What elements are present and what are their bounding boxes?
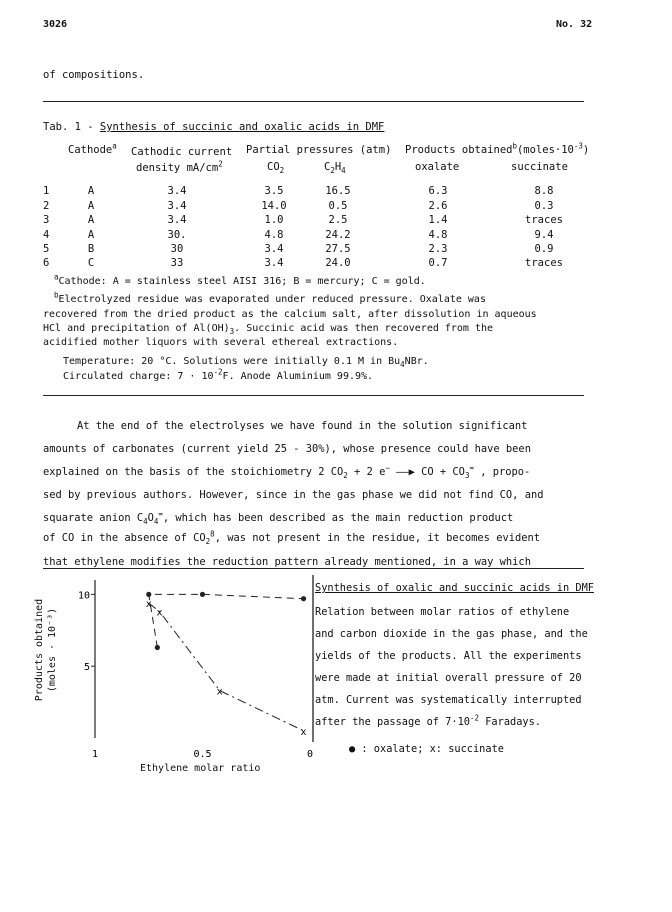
table-title: Tab. 1 - Synthesis of succinic and oxalic acids in DMF bbox=[43, 121, 385, 133]
cell-current: 3.4 bbox=[167, 185, 187, 197]
col-pressures: Partial pressures (atm) bbox=[246, 144, 392, 156]
row-number: 4 bbox=[43, 229, 50, 241]
cell-current: 30 bbox=[170, 243, 184, 255]
cell-oxalate: 4.8 bbox=[428, 229, 448, 241]
oxalate-point bbox=[301, 596, 306, 601]
paragraph-line: explained on the basis of the stoichiometry 2 $CO_2 + 2$ e− ——▶ CO + $CO_3^=$ , propo- bbox=[43, 463, 531, 481]
succinate-point: x bbox=[216, 686, 223, 698]
paragraph-line: that ethylene modifies the reduction pattern already mentioned, in a way which bbox=[43, 556, 531, 568]
cell-current: 3.4 bbox=[167, 214, 187, 226]
cell-c2h4: 27.5 bbox=[325, 243, 351, 255]
cell-c2h4: 16.5 bbox=[325, 185, 351, 197]
cell-c2h4: 24.2 bbox=[325, 229, 351, 241]
caption-line: after the passage of $7\cdot 10^{-2}$ Faradays. bbox=[315, 713, 542, 728]
note-b-line3: HCl and precipitation of $Al(OH)_3$. Succinic acid was then recovered from the bbox=[43, 323, 494, 336]
col-c2h4: $C_2H_4$ bbox=[324, 161, 346, 176]
note-charge: Circulated charge: $7 \cdot 10^{-2}F$. Anode Aluminium 99.9%. bbox=[63, 367, 374, 382]
cell-cathode: B bbox=[87, 243, 95, 255]
paragraph-line: of CO in the absence of $CO_2^8$, was not present in the residue, it becomes evident bbox=[43, 529, 540, 547]
intro-text: of compositions. bbox=[43, 69, 145, 81]
cell-oxalate: 1.4 bbox=[428, 214, 448, 226]
note-b-line1: $^b$Electrolyzed residue was evaporated under reduced pressure. Oxalate was bbox=[54, 290, 486, 305]
cell-current: 30. bbox=[167, 229, 187, 241]
oxalate-point bbox=[200, 592, 205, 597]
col-cathode: Cathode$^a$ bbox=[68, 141, 117, 156]
oxalate-point bbox=[146, 592, 151, 597]
row-number: 3 bbox=[43, 214, 50, 226]
note-b-line4: acidified mother liquors with several ethereal extractions. bbox=[43, 337, 399, 348]
row-number: 6 bbox=[43, 257, 50, 269]
cell-co2: 3.4 bbox=[264, 257, 284, 269]
cell-co2: 14.0 bbox=[261, 200, 287, 212]
issue-number: No. 32 bbox=[556, 19, 593, 30]
note-b-line2: recovered from the dried product as the calcium salt, after dissolution in aqueous bbox=[43, 309, 537, 320]
cell-c2h4: 24.0 bbox=[325, 257, 351, 269]
succinate-point: x bbox=[300, 726, 307, 738]
caption-line: yields of the products. All the experiments bbox=[315, 650, 582, 662]
cell-co2: 1.0 bbox=[264, 214, 284, 226]
page-number: 3026 bbox=[43, 19, 68, 30]
cell-co2: 3.4 bbox=[264, 243, 284, 255]
cell-cathode: A bbox=[87, 185, 95, 197]
cell-current: 3.4 bbox=[167, 200, 187, 212]
cell-current: 33 bbox=[170, 257, 184, 269]
cell-succinate: traces bbox=[525, 257, 563, 269]
cell-succinate: 0.3 bbox=[534, 200, 554, 212]
row-number: 5 bbox=[43, 243, 50, 255]
cell-succinate: 0.9 bbox=[534, 243, 554, 255]
note-a: $^a$Cathode: A = stainless steel AISI 316; B = mercury; C = gold. bbox=[54, 272, 426, 287]
cell-c2h4: 0.5 bbox=[328, 200, 348, 212]
paragraph-line: amounts of carbonates (current yield 25 - 30%), whose presence could have been bbox=[43, 443, 531, 455]
cell-cathode: A bbox=[87, 229, 95, 241]
paragraph-line: sed by previous authors. However, since in the gas phase we did not find CO, and bbox=[43, 489, 544, 501]
cell-cathode: A bbox=[87, 214, 95, 226]
y-tick-label: 10 bbox=[77, 590, 90, 602]
cell-oxalate: 2.3 bbox=[428, 243, 448, 255]
figure-legend: ● : oxalate; x: succinate bbox=[349, 743, 504, 755]
caption-line: Relation between molar ratios of ethylene bbox=[315, 606, 570, 618]
y-tick-label: 5 bbox=[83, 662, 90, 674]
col-products: Products $obtained^b(moles\cdot 10^{-3})$ bbox=[405, 141, 590, 156]
x-tick-label: 1 bbox=[91, 749, 99, 760]
paragraph-line: At the end of the electrolyses we have found in the solution significant bbox=[77, 420, 528, 432]
cell-c2h4: 2.5 bbox=[328, 214, 348, 226]
caption-line: atm. Current was systematically interrupted bbox=[315, 694, 582, 706]
succinate-line bbox=[149, 603, 304, 731]
chart-xlabel: Ethylene molar ratio bbox=[140, 763, 261, 774]
col-oxalate: oxalate bbox=[415, 161, 460, 173]
caption-line: and carbon dioxide in the gas phase, and the bbox=[315, 628, 588, 640]
x-tick-label: 0.5 bbox=[193, 749, 212, 760]
oxalate-line bbox=[149, 594, 304, 647]
row-number: 2 bbox=[43, 200, 50, 212]
cell-cathode: A bbox=[87, 200, 95, 212]
x-tick-label: 0 bbox=[306, 749, 314, 760]
paragraph-line: squarate anion $C_4O_4^=$, which has been described as the main reduction product bbox=[43, 509, 514, 527]
cell-co2: 3.5 bbox=[264, 185, 284, 197]
col-succinate: succinate bbox=[511, 161, 568, 173]
col-current: Cathodic current density $mA/cm^2$ bbox=[131, 146, 233, 174]
cell-oxalate: 6.3 bbox=[428, 185, 448, 197]
oxalate-point bbox=[155, 645, 160, 650]
succinate-point: x bbox=[145, 598, 152, 610]
note-temperature: Temperature: 20 °C. Solutions were initially 0.1 M in $Bu_4NBr$. bbox=[63, 356, 429, 369]
cell-succinate: 9.4 bbox=[534, 229, 554, 241]
cell-succinate: traces bbox=[525, 214, 563, 226]
cell-oxalate: 0.7 bbox=[428, 257, 448, 269]
figure-title: Synthesis of oxalic and succinic acids in DMF bbox=[315, 582, 594, 594]
col-co2: $CO_2$ bbox=[267, 161, 285, 176]
cell-succinate: 8.8 bbox=[534, 185, 554, 197]
succinate-point: x bbox=[156, 607, 163, 619]
caption-line: were made at initial overall pressure of 20 bbox=[315, 672, 582, 684]
cell-cathode: C bbox=[87, 257, 95, 269]
row-number: 1 bbox=[43, 185, 50, 197]
cell-co2: 4.8 bbox=[264, 229, 284, 241]
cell-oxalate: 2.6 bbox=[428, 200, 448, 212]
